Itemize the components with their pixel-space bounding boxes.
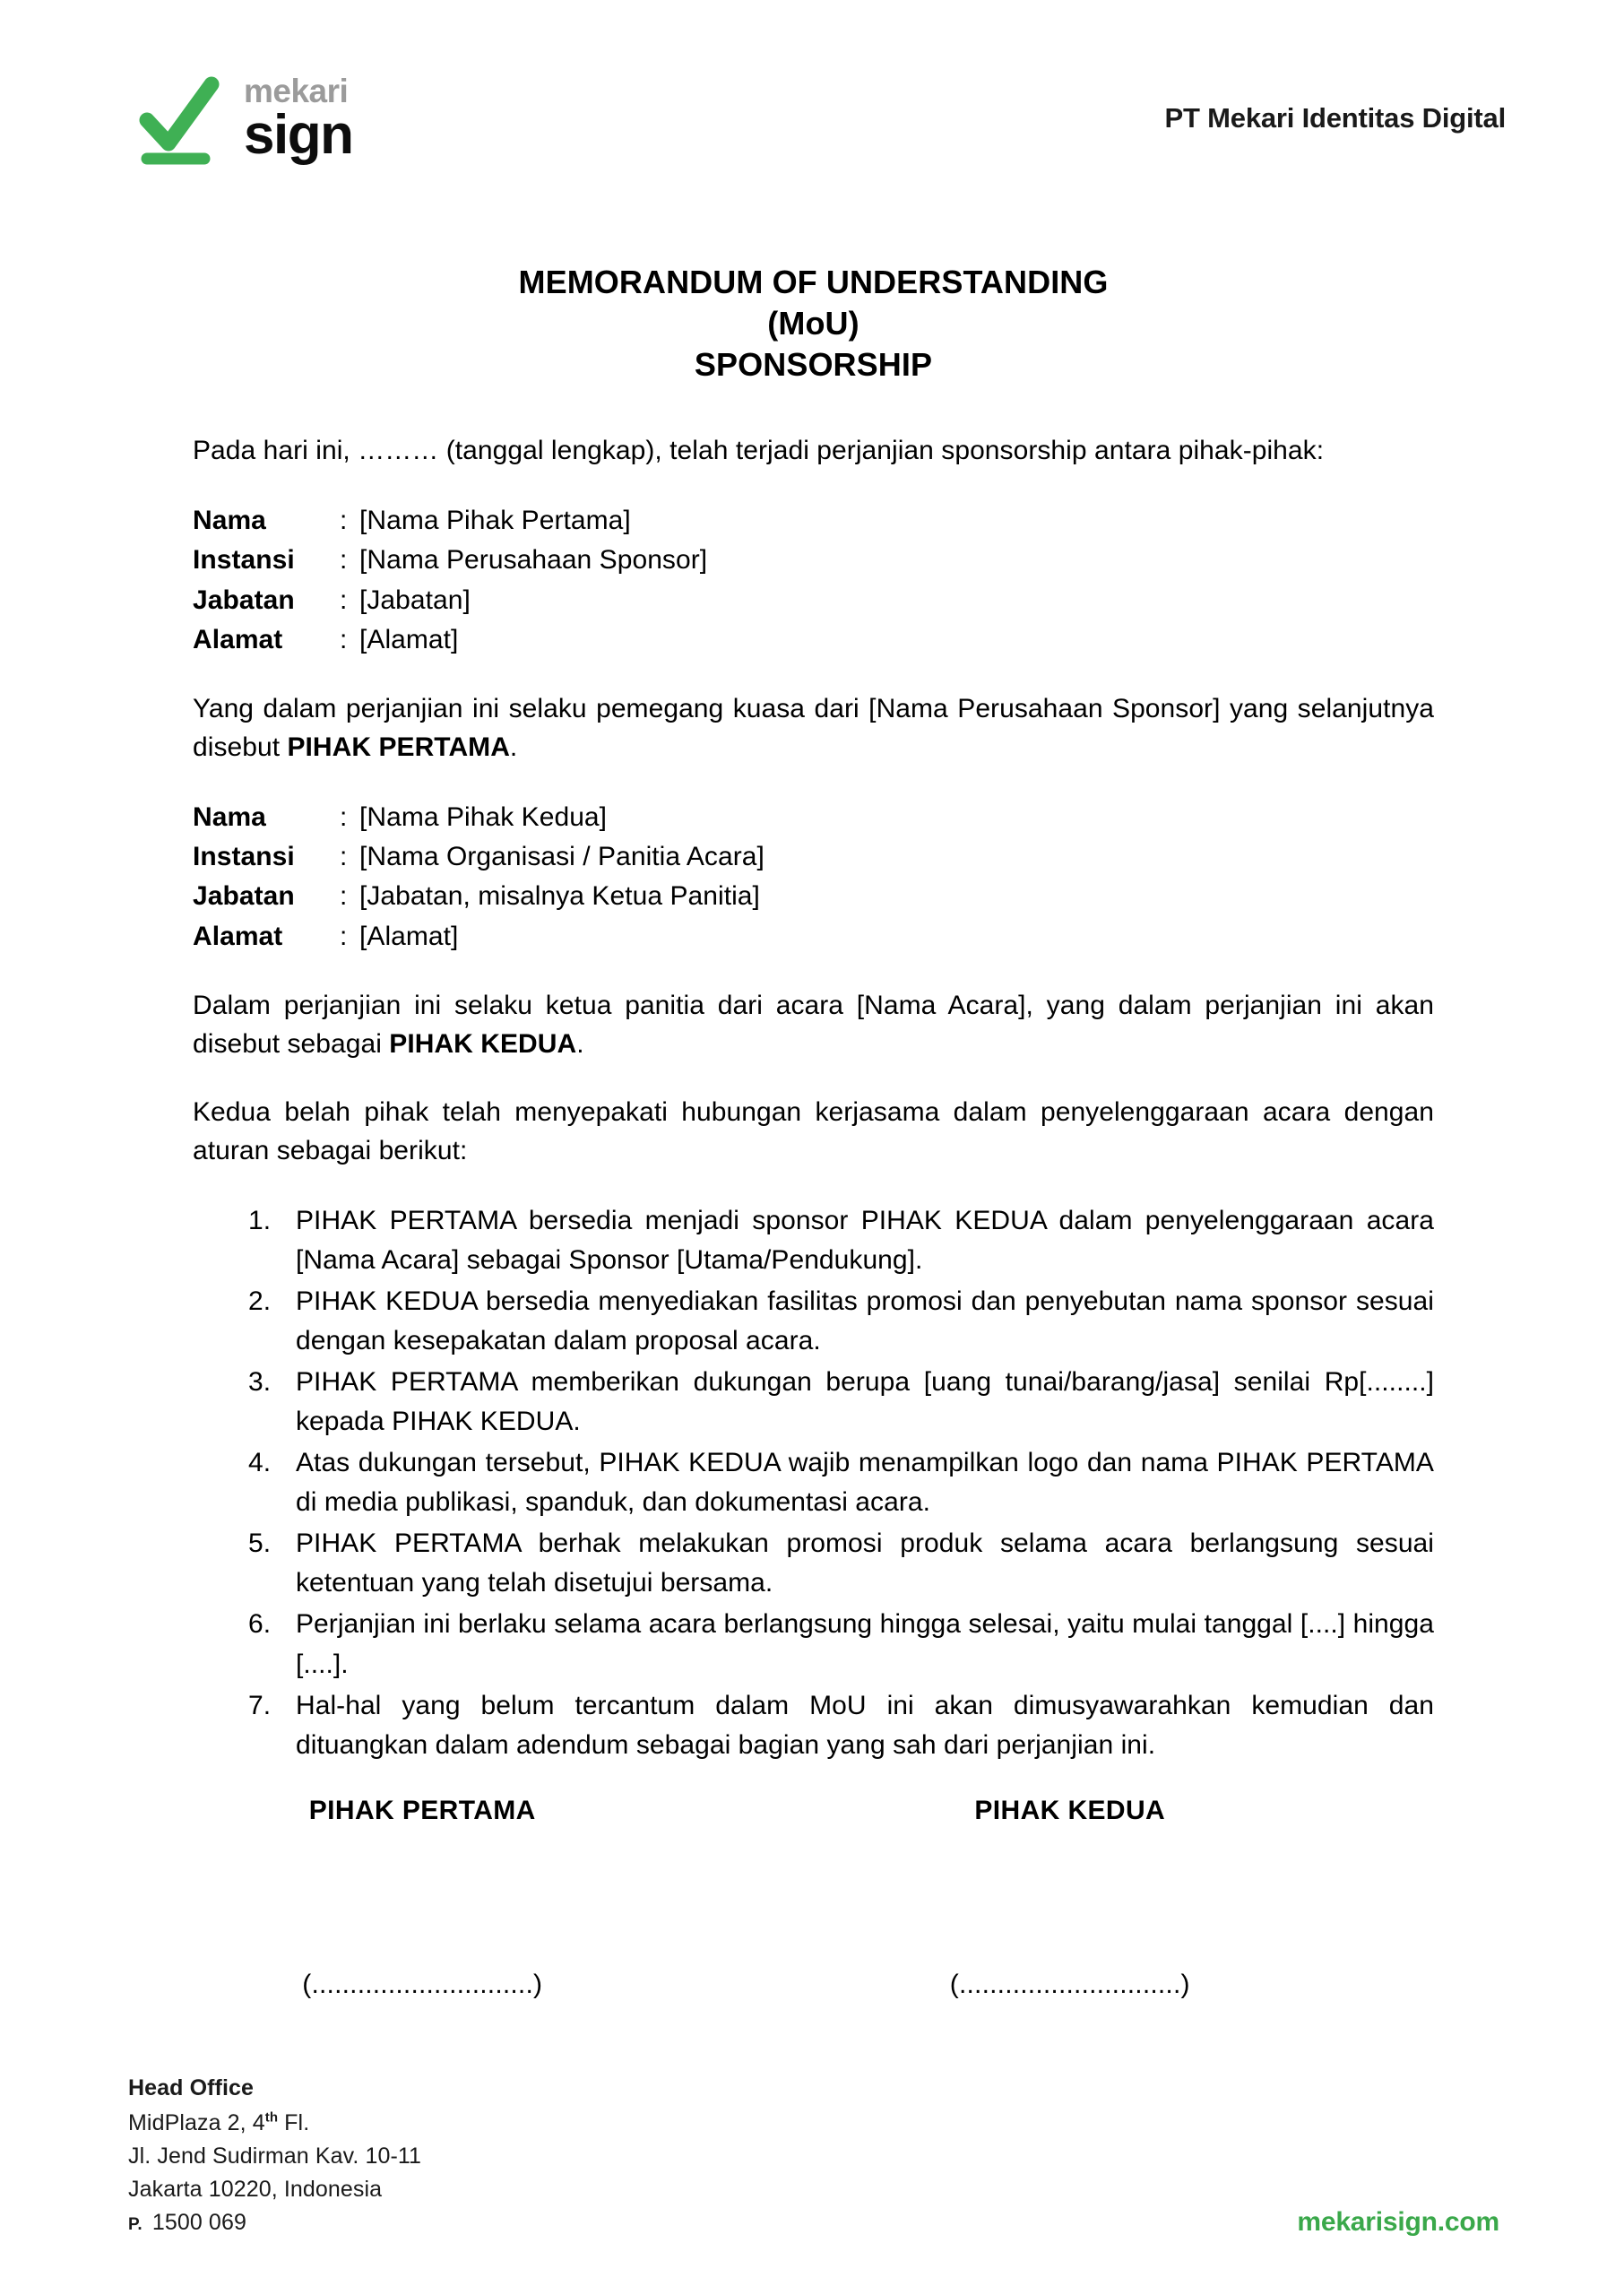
footer-phone-line xyxy=(128,2206,421,2239)
list-item: Perjanjian ini berlaku selama acara berlangsung hingga selesai, yaitu mulai tanggal [....] hingga [....]. xyxy=(296,1609,1434,1679)
detail-value: [Alamat] xyxy=(359,921,459,951)
detail-value: [Jabatan] xyxy=(359,585,471,615)
logo-word-mekari: mekari xyxy=(244,73,349,110)
detail-row xyxy=(193,917,1434,957)
list-item: PIHAK PERTAMA berhak melakukan promosi produk selama acara berlangsung sesuai ketentuan yang telah disetujui bersama. xyxy=(296,1529,1434,1598)
detail-value: [Nama Pihak Kedua] xyxy=(359,801,608,832)
detail-row xyxy=(193,837,1434,877)
footer-address-line-2: Jl. Jend Sudirman Kav. 10-11 xyxy=(128,2143,422,2169)
signature-title-second-party: PIHAK KEDUA xyxy=(974,1796,1166,1825)
document-body xyxy=(193,262,1434,1767)
detail-row xyxy=(193,581,1434,620)
detail-separator: : xyxy=(340,921,348,951)
second-party-note xyxy=(193,987,1434,1063)
detail-label: Jabatan xyxy=(193,585,295,615)
note-suffix: . xyxy=(509,732,518,762)
detail-label: Nama xyxy=(193,505,266,535)
signature-lines-row xyxy=(193,1970,1434,2000)
second-party-details xyxy=(193,798,1434,957)
detail-separator: : xyxy=(340,585,348,615)
document-title xyxy=(193,262,1434,385)
detail-label: Instansi xyxy=(193,841,295,871)
detail-row xyxy=(193,620,1434,660)
first-party-details xyxy=(193,501,1434,661)
detail-value: [Alamat] xyxy=(359,625,459,654)
detail-value: [Nama Organisasi / Panitia Acara] xyxy=(359,841,764,871)
company-entity-name: PT Mekari Identitas Digital xyxy=(1164,102,1506,134)
page-header xyxy=(0,56,1624,181)
detail-separator: : xyxy=(340,545,348,576)
signature-titles-row xyxy=(193,1796,1434,1826)
detail-separator: : xyxy=(340,881,348,912)
detail-row xyxy=(193,541,1434,580)
address-building: MidPlaza 2, 4 xyxy=(128,2110,265,2135)
detail-separator: : xyxy=(340,625,348,654)
footer-address-line-1 xyxy=(128,2107,421,2140)
detail-row xyxy=(193,501,1434,541)
signature-line-container-first[interactable] xyxy=(193,1970,814,2000)
detail-label: Jabatan xyxy=(193,881,295,912)
first-party-note xyxy=(193,690,1434,766)
signature-block-first-party xyxy=(193,1796,814,1826)
checkmark-logo-icon xyxy=(133,68,226,169)
note-emphasis: PIHAK PERTAMA xyxy=(287,732,510,762)
mekari-sign-logo xyxy=(133,68,352,169)
list-item: PIHAK PERTAMA memberikan dukungan berupa [uang tunai/barang/jasa] senilai Rp[........] kepada PIHAK KEDUA. xyxy=(296,1366,1434,1436)
detail-separator: : xyxy=(340,801,348,832)
signature-line-container-second[interactable] xyxy=(814,1970,1435,2000)
list-item: Hal-hal yang belum tercantum dalam MoU ini akan dimusyawarahkan kemudian dan dituangkan dalam adendum sebagai bagian yang sah dari perjanjian ini. xyxy=(296,1690,1434,1760)
detail-separator: : xyxy=(340,505,348,535)
address-floor-suffix: Fl. xyxy=(278,2110,310,2135)
note-prefix: Yang dalam perjanjian ini selaku pemegang kuasa dari [Nama Perusahaan Sponsor] yang selanjutnya disebut xyxy=(193,694,1434,762)
detail-separator: : xyxy=(340,841,348,871)
logo-wordmark xyxy=(244,73,353,167)
note-suffix: . xyxy=(576,1028,584,1059)
note-prefix: Dalam perjanjian ini selaku ketua panitia dari acara [Nama Acara], yang dalam perjanjian ini akan disebut sebagai xyxy=(193,991,1434,1059)
footer-website-link[interactable]: mekarisign.com xyxy=(1297,2207,1499,2237)
terms-list xyxy=(236,1201,1434,1765)
detail-row xyxy=(193,877,1434,916)
logo-word-sign: sign xyxy=(244,104,353,167)
footer-head-office-label: Head Office xyxy=(128,2075,255,2100)
agreement-intro-paragraph: Kedua belah pihak telah menyepakati hubungan kerjasama dalam penyelenggaraan acara dengan aturan sebagai berikut: xyxy=(193,1097,1434,1165)
detail-label: Nama xyxy=(193,801,266,832)
detail-value: [Nama Pihak Pertama] xyxy=(359,505,631,535)
footer-address-block xyxy=(128,2072,421,2239)
intro-paragraph: Pada hari ini, ……… (tanggal lengkap), telah terjadi perjanjian sponsorship antara pihak-pihak: xyxy=(193,436,1325,466)
title-line-2: (MoU) xyxy=(767,305,860,342)
detail-label: Alamat xyxy=(193,625,283,654)
title-line-1: MEMORANDUM OF UNDERSTANDING xyxy=(518,264,1109,300)
footer-address-line-3: Jakarta 10220, Indonesia xyxy=(128,2177,383,2202)
signature-line-second-party[interactable]: (.............................) xyxy=(949,1970,1190,1999)
signature-section xyxy=(193,1796,1434,2000)
note-emphasis: PIHAK KEDUA xyxy=(389,1028,577,1059)
terms-list-wrapper xyxy=(193,1201,1434,1765)
detail-row xyxy=(193,798,1434,837)
page-footer xyxy=(128,2072,1499,2239)
list-item: PIHAK KEDUA bersedia menyediakan fasilitas promosi dan penyebutan nama sponsor sesuai dengan kesepakatan dalam proposal acara. xyxy=(296,1286,1434,1355)
list-item: PIHAK PERTAMA bersedia menjadi sponsor PIHAK KEDUA dalam penyelenggaraan acara [Nama Acara] sebagai Sponsor [Utama/Pendukung]. xyxy=(296,1205,1434,1275)
phone-number: 1500 069 xyxy=(151,2210,246,2235)
signature-title-first-party: PIHAK PERTAMA xyxy=(308,1796,536,1825)
signature-line-first-party[interactable]: (.............................) xyxy=(302,1970,543,1999)
detail-value: [Jabatan, misalnya Ketua Panitia] xyxy=(359,881,760,912)
phone-label: P. xyxy=(128,2215,152,2234)
signature-block-second-party xyxy=(814,1796,1435,1826)
detail-value: [Nama Perusahaan Sponsor] xyxy=(359,545,708,576)
list-item: Atas dukungan tersebut, PIHAK KEDUA wajib menampilkan logo dan nama PIHAK PERTAMA di media publikasi, spanduk, dan dokumentasi acara. xyxy=(296,1448,1434,1518)
title-line-3: SPONSORSHIP xyxy=(694,346,933,384)
address-floor-ordinal: th xyxy=(264,2109,279,2126)
detail-label: Alamat xyxy=(193,921,283,951)
detail-label: Instansi xyxy=(193,545,295,576)
